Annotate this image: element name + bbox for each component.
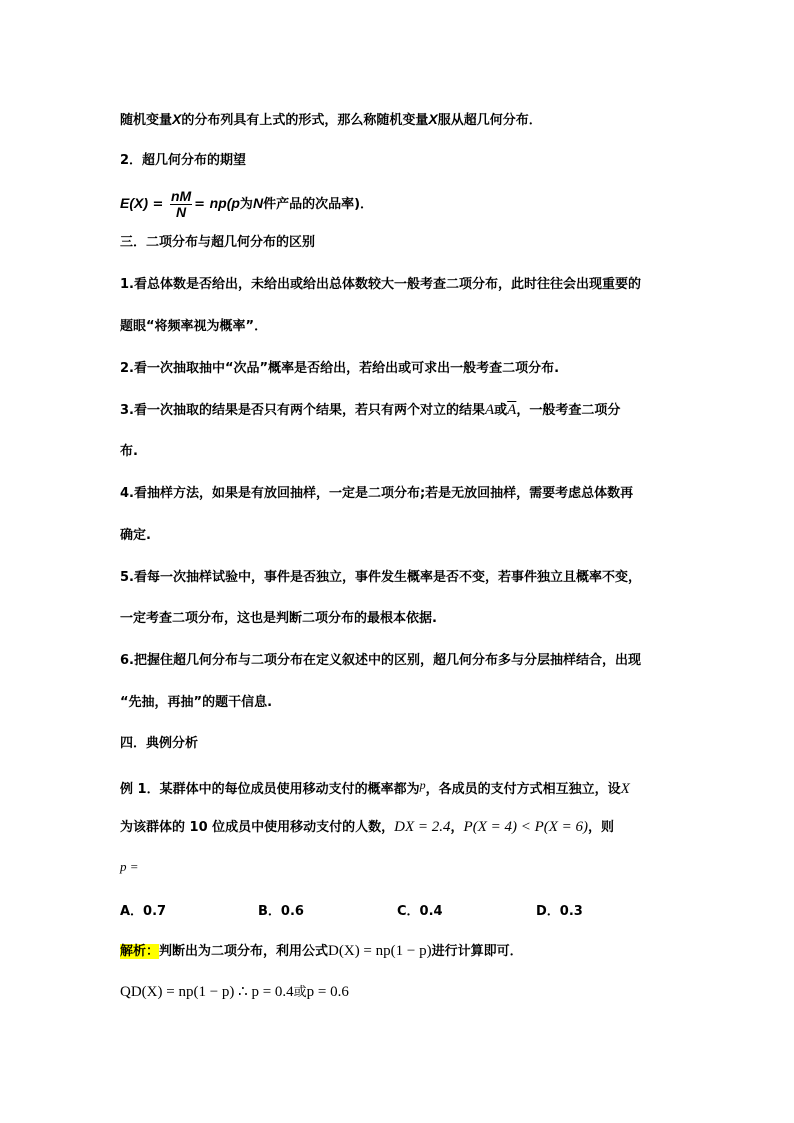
fraction <box>170 189 192 220</box>
answer-alt: p = 0.6 <box>306 984 349 1000</box>
text: 3.看一次抽取的结果是否只有两个结果，若只有两个对立的结果 <box>120 403 485 418</box>
example-1-line-2 <box>120 818 614 837</box>
variance-condition: DX = 2.4 <box>394 819 451 835</box>
option-b: B．0.6 <box>258 904 304 919</box>
heading-examples: 四．典例分析 <box>120 736 199 751</box>
final-answer-line <box>120 983 349 1002</box>
text: ，则 <box>588 820 615 835</box>
item-2: 2.看一次抽取抽中“次品”概率是否给出，若给出或可求出一般考查二项分布. <box>120 361 560 376</box>
text: 随机变量 <box>120 113 173 128</box>
numerator: nM <box>170 188 192 204</box>
item-3-line-2: 布. <box>120 444 138 459</box>
item-5-line-2: 一定考查二项分布，这也是判断二项分布的最根本依据. <box>120 611 437 626</box>
example-1-question <box>120 858 139 877</box>
item-3-line-1 <box>120 401 620 420</box>
var-n: N <box>252 195 264 211</box>
solution-tag: 解析： <box>120 944 160 959</box>
text: 为该群体的 10 位成员中使用移动支付的人数， <box>120 820 395 835</box>
heading-difference: 三．二项分布与超几何分布的区别 <box>120 235 316 250</box>
text: 进行计算即可． <box>431 944 523 959</box>
text: ， <box>450 820 464 835</box>
text: 或 <box>494 403 508 418</box>
item-5-line-1: 5.看每一次抽样试验中，事件是否独立，事件发生概率是否不变，若事件独立且概率不变， <box>120 570 641 585</box>
event-a-complement: $\overline{A}$ <box>507 402 517 418</box>
item-4-line-2: 确定. <box>120 528 151 543</box>
option-a: A．0.7 <box>120 904 167 919</box>
item-1-line-1: 1.看总体数是否给出，未给出或给出总体数较大一般考查二项分布，此时往往会出现重要的 <box>120 277 641 292</box>
variance-formula: D(X) = np(1 − p) <box>328 943 432 959</box>
text: 判断出为二项分布，利用公式 <box>159 944 329 959</box>
expectation-formula <box>120 188 373 220</box>
text: ，各成员的支付方式相互独立，设 <box>425 782 621 797</box>
heading-expectation: 2．超几何分布的期望 <box>120 153 247 168</box>
item-4-line-1: 4.看抽样方法，如果是有放回抽样，一定是二项分布;若是无放回抽样，需要考虑总体数再 <box>120 486 634 501</box>
solution-line <box>120 942 523 961</box>
var-x: X <box>172 111 182 127</box>
paragraph-definition <box>120 110 542 130</box>
text: 服从超几何分布． <box>437 113 542 128</box>
item-1-line-2: 题眼“将频率视为概率”． <box>120 319 268 334</box>
option-c: C．0.4 <box>397 904 443 919</box>
np: np(p <box>209 195 240 211</box>
var-x: X <box>620 781 630 797</box>
p-equals: p = <box>120 859 139 874</box>
example-1-line-1 <box>120 776 630 799</box>
item-6-line-2: “先抽，再抽”的题干信息. <box>120 695 273 710</box>
var-p: p <box>419 778 426 792</box>
eq: = <box>148 197 168 212</box>
probability-condition: P(X = 4) < P(X = 6) <box>463 819 589 835</box>
text: 例 1．某群体中的每位成员使用移动支付的概率都为 <box>120 782 420 797</box>
var-x: X <box>428 111 438 127</box>
item-6-line-1: 6.把握住超几何分布与二项分布在定义叙述中的区别，超几何分布多与分层抽样结合，出现 <box>120 653 641 668</box>
text: 的分布列具有上式的形式，那么称随机变量 <box>181 113 429 128</box>
ex-lhs: E(X) <box>120 195 148 211</box>
event-a: A <box>484 402 495 418</box>
text: 为 <box>239 197 253 212</box>
option-d: D．0.3 <box>536 904 583 919</box>
text: ，一般考查二项分 <box>516 403 621 418</box>
eq: = <box>194 197 210 212</box>
answer-formula: QD(X) = np(1 − p) ∴ p = 0.4 <box>120 984 294 1000</box>
text: 或 <box>293 985 307 1000</box>
text: 件产品的次品率)． <box>263 197 374 212</box>
denominator: N <box>176 204 187 220</box>
